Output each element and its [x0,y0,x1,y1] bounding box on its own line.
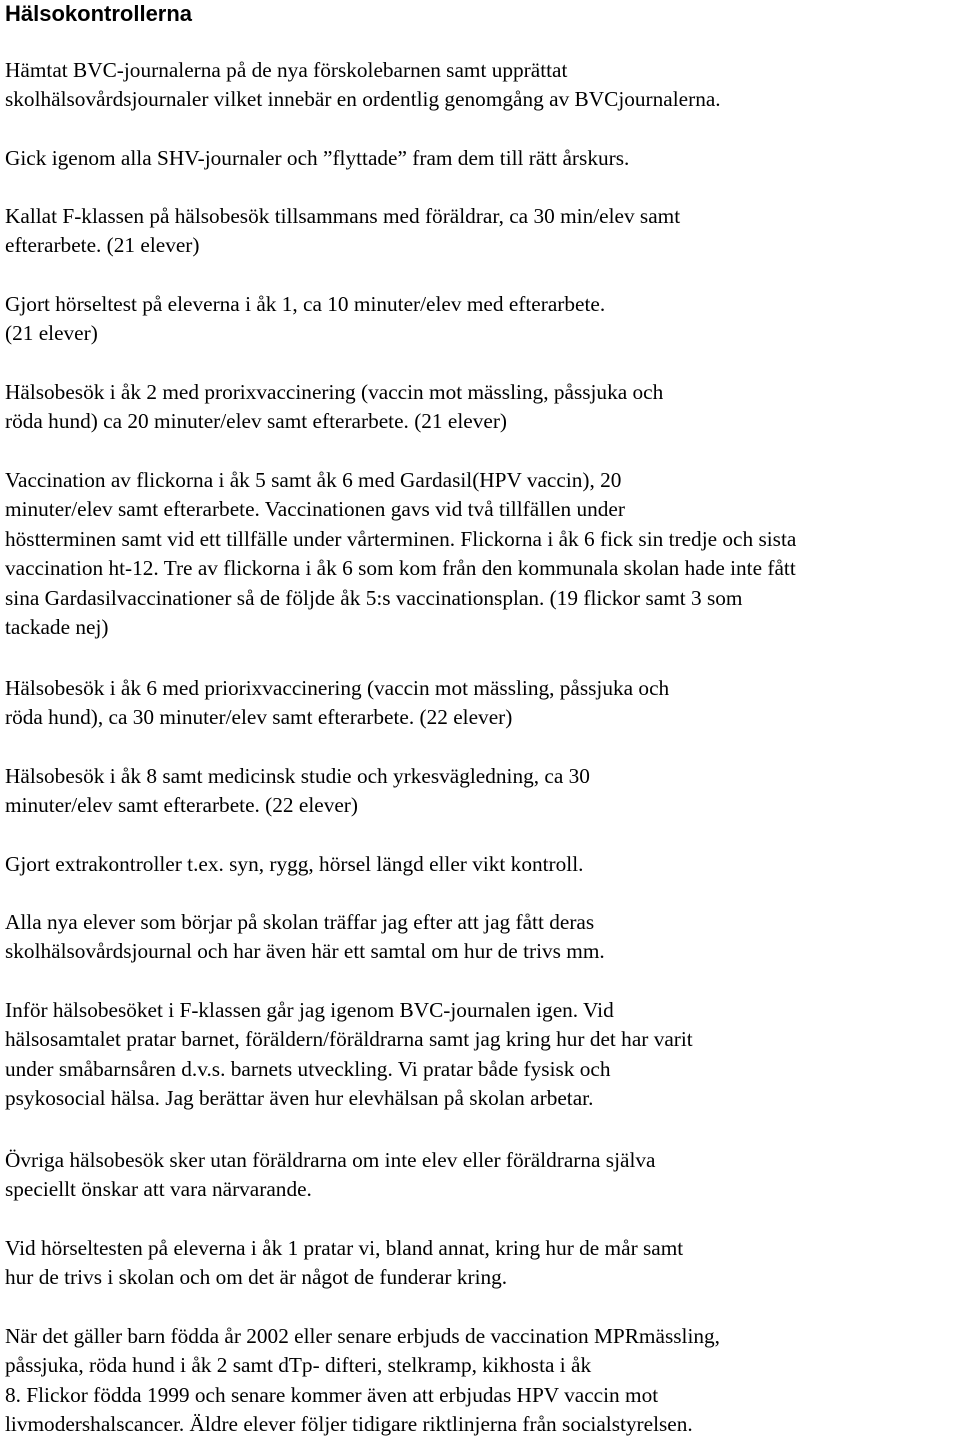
paragraph-line: Vaccination av flickorna i åk 5 samt åk 6 med Gardasil(HPV vaccin), 20 [5,468,622,492]
paragraph-line: Gick igenom alla SHV-journaler och ”flyttade” fram dem till rätt årskurs. [5,146,630,170]
paragraph-line: påssjuka, röda hund i åk 2 samt dTp- difteri, stelkramp, kikhosta i åk [5,1353,592,1378]
paragraph-line: hälsosamtalet pratar barnet, föräldern/föräldrarna samt jag kring hur det har varit [5,1027,693,1052]
paragraph-line: När det gäller barn födda år 2002 eller senare erbjuds de vaccination MPRmässling, [5,1324,720,1348]
paragraph-line: hur de trivs i skolan och om det är något de funderar kring. [5,1265,508,1290]
paragraph [5,202,680,261]
paragraph [5,674,669,733]
paragraph-line: skolhälsovårdsjournaler vilket innebär en ordentlig genomgång av BVCjournalerna. [5,87,721,112]
paragraph-line: (21 elever) [5,321,98,346]
paragraph-line: 8. Flickor födda 1999 och senare kommer även att erbjudas HPV vaccin mot [5,1382,659,1407]
paragraph-line: Kallat F-klassen på hälsobesök tillsammans med föräldrar, ca 30 min/elev samt [5,204,681,228]
paragraph-line: under småbarnsåren d.v.s. barnets utveckling. Vi pratar både fysisk och [5,1056,611,1081]
paragraph-line: Inför hälsobesöket i F-klassen går jag igenom BVC-journalen igen. Vid [5,998,614,1022]
paragraph-line: Vid hörseltesten på eleverna i åk 1 pratar vi, bland annat, kring hur de mår samt [5,1236,684,1260]
paragraph [5,290,605,349]
paragraph-line: höstterminen samt vid ett tillfälle under vårterminen. Flickorna i åk 6 fick sin tredje och sista [5,526,797,551]
paragraph [5,56,721,115]
paragraph [5,762,590,821]
paragraph-line: skolhälsovårdsjournal och har även här ett samtal om hur de trivs mm. [5,939,605,964]
paragraph-line: Gjort hörseltest på eleverna i åk 1, ca 10 minuter/elev med efterarbete. [5,292,606,316]
paragraph [5,378,663,437]
document-page [5,0,957,1437]
paragraph [5,1146,655,1205]
paragraph-line: Alla nya elever som börjar på skolan träffar jag efter att jag fått deras [5,910,595,934]
paragraph [5,996,693,1114]
paragraph-line: Hälsobesök i åk 8 samt medicinsk studie och yrkesvägledning, ca 30 [5,764,590,788]
paragraph-line: livmodershalscancer. Äldre elever följer tidigare riktlinjerna från socialstyrelsen. [5,1412,693,1437]
paragraph-line: Övriga hälsobesök sker utan föräldrarna om inte elev eller föräldrarna själva [5,1148,656,1172]
paragraph [5,466,796,642]
paragraph-line: röda hund) ca 20 minuter/elev samt efterarbete. (21 elever) [5,409,508,434]
paragraph-line: vaccination ht-12. Tre av flickorna i åk 6 som kom från den kommunala skolan hade inte fått [5,556,796,581]
paragraph-line: Gjort extrakontroller t.ex. syn, rygg, hörsel längd eller vikt kontroll. [5,852,584,876]
paragraph [5,144,629,173]
paragraph-line: Hälsobesök i åk 2 med prorixvaccinering (vaccin mot mässling, påssjuka och [5,380,664,404]
paragraph [5,1322,720,1440]
document-title: Hälsokontrollerna [5,1,193,26]
paragraph-line: efterarbete. (21 elever) [5,233,200,258]
paragraph-line: Hämtat BVC-journalerna på de nya förskolebarnen samt upprättat [5,58,568,82]
paragraph-line: sina Gardasilvaccinationer så de följde åk 5:s vaccinationsplan. (19 flickor samt 3 som [5,585,743,610]
paragraph-line: röda hund), ca 30 minuter/elev samt efterarbete. (22 elever) [5,705,513,730]
paragraph [5,850,583,879]
paragraph-line: minuter/elev samt efterarbete. (22 elever) [5,793,358,818]
paragraph-line: minuter/elev samt efterarbete. Vaccinationen gavs vid två tillfällen under [5,497,625,522]
paragraph [5,1234,683,1293]
paragraph-line: Hälsobesök i åk 6 med priorixvaccinering (vaccin mot mässling, påssjuka och [5,676,670,700]
paragraph-line: psykosocial hälsa. Jag berättar även hur elevhälsan på skolan arbetar. [5,1086,594,1111]
paragraph-line: tackade nej) [5,615,109,640]
paragraph-line: speciellt önskar att vara närvarande. [5,1177,312,1202]
paragraph [5,908,605,967]
